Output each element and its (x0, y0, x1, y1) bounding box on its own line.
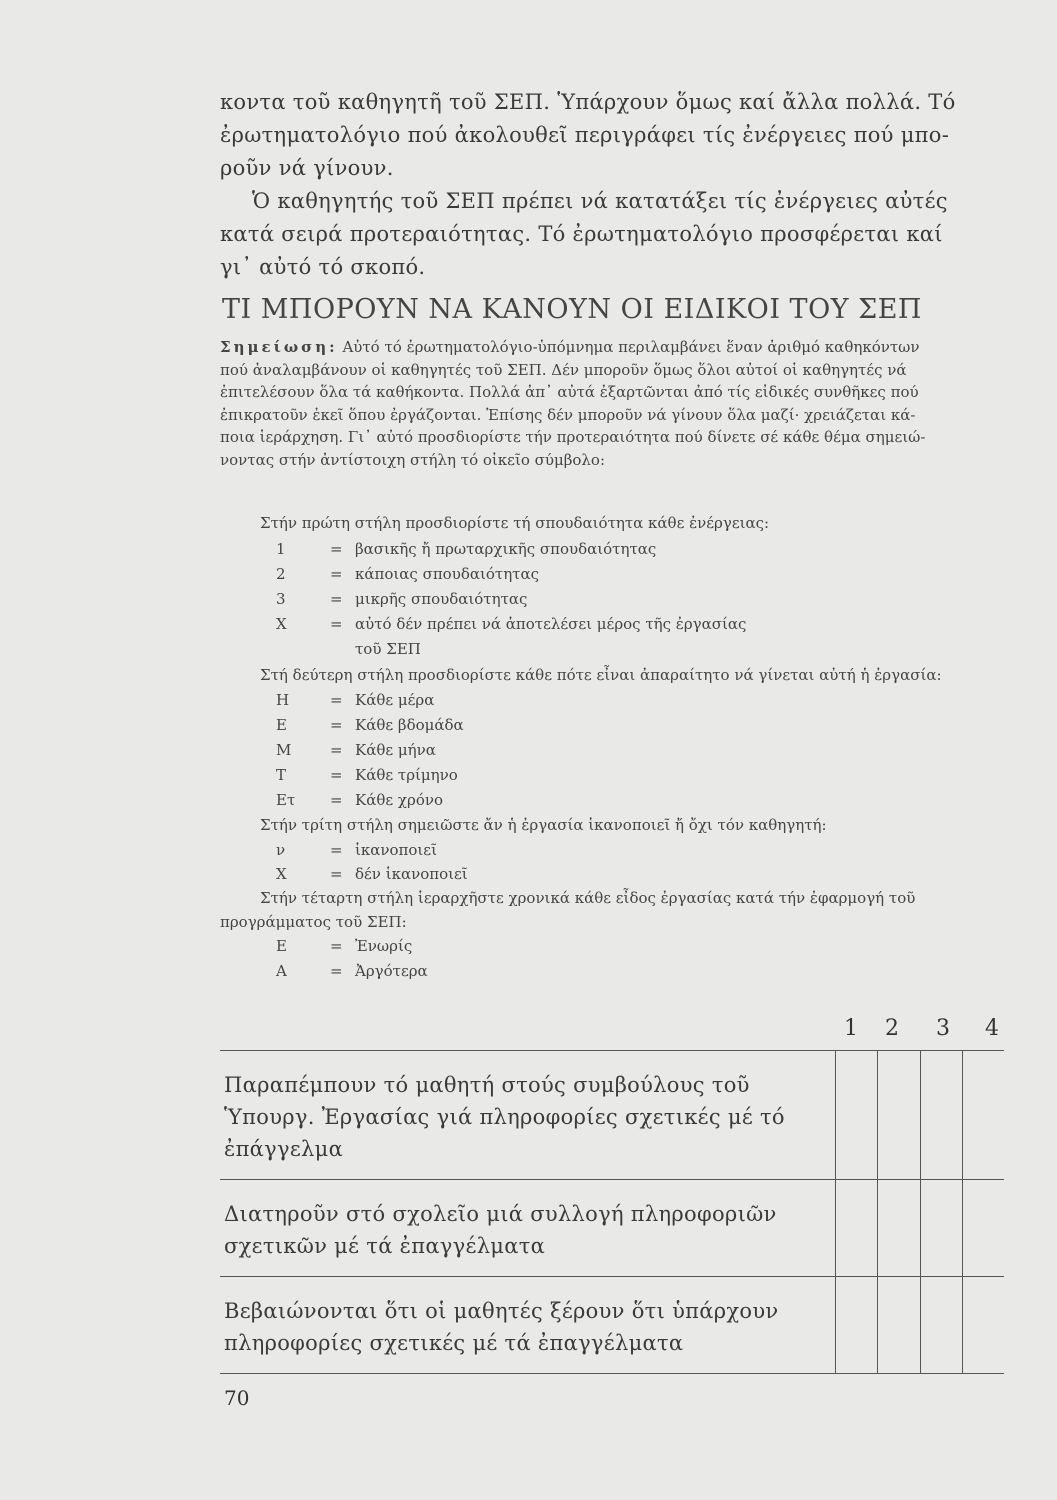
legend-eq: = (330, 590, 343, 608)
legend-eq: = (330, 741, 343, 759)
answer-cell[interactable] (836, 1277, 878, 1374)
legend-continuation: τοῦ ΣΕΠ (355, 640, 421, 658)
note-label: Σημείωση: (220, 338, 338, 356)
question-text (220, 1051, 836, 1180)
legend-code: Μ (276, 741, 292, 759)
note-line: ἐπιτελέσουν ὅλα τά καθήκοντα. Πολλά ἀπ᾽ αὐτά ἐξαρτῶνται ἀπό τίς εἰδικές συνθῆκες πού (220, 383, 919, 401)
legend-desc: Ἀργότερα (355, 962, 428, 980)
legend-eq: = (330, 791, 343, 809)
note-line: πού ἀναλαμβάνουν οἱ καθηγητές τοῦ ΣΕΠ. Δέν μποροῦν ὅμως ὅλοι αὐτοί οἱ καθηγητές νά (220, 360, 907, 379)
legend-eq: = (330, 615, 343, 633)
legend-desc: ἱκανοποιεῖ (355, 841, 437, 859)
note-line: ἐπικρατοῦν ἐκεῖ ὅπου ἐργάζονται. Ἐπίσης δέν μποροῦν νά γίνουν ὅλα μαζί· χρειάζεται κά- (220, 405, 916, 424)
legend-desc: Κάθε τρίμηνο (355, 766, 458, 784)
legend-eq: = (330, 865, 343, 883)
question-line: Παραπέμπουν τό μαθητή στούς συμβούλους τοῦ (224, 1073, 750, 1097)
legend-desc: Κάθε βδομάδα (355, 716, 464, 734)
answer-cell[interactable] (836, 1051, 878, 1180)
table-row (220, 1051, 1004, 1180)
note-line: ποια ἱεράρχηση. Γι᾽ αὐτό προσδιορίστε τήν προτεραιότητα πού δίνετε σέ κάθε θέμα σημειώ- (220, 428, 926, 446)
legend-col2-intro: Στή δεύτερη στήλη προσδιορίστε κάθε πότε εἶναι ἀπαραίτητο νά γίνεται αὐτή ἡ ἐργασία: (260, 666, 942, 684)
answer-cell[interactable] (878, 1277, 920, 1374)
legend-desc: βασικῆς ἤ πρωταρχικῆς σπουδαιότητας (355, 540, 657, 558)
legend-code: Τ (276, 766, 287, 784)
intro-line: ἐρωτηματολόγιο πού ἀκολουθεῖ περιγράφει τίς ἐνέργειες πού μπο- (220, 123, 950, 147)
table-row (220, 1180, 1004, 1277)
legend-col4-intro-cont: προγράμματος τοῦ ΣΕΠ: (220, 913, 407, 931)
legend-desc: αὐτό δέν πρέπει νά ἀποτελέσει μέρος τῆς ἐργασίας (355, 615, 747, 633)
question-line: Ὑπουργ. Ἐργασίας γιά πληροφορίες σχετικές μέ τό (224, 1105, 785, 1129)
legend-desc: Ἐνωρίς (355, 937, 413, 955)
legend-desc: κάποιας σπουδαιότητας (355, 565, 540, 583)
legend-code: X (276, 865, 287, 883)
question-line: Διατηροῦν στό σχολεῖο μιά συλλογή πληροφοριῶν (224, 1202, 777, 1226)
table-row (220, 1277, 1004, 1374)
legend-code: ν (276, 841, 286, 859)
question-text (220, 1180, 836, 1277)
legend-eq: = (330, 540, 343, 558)
answer-cell[interactable] (962, 1277, 1004, 1374)
legend-eq: = (330, 716, 343, 734)
legend-desc: Κάθε μέρα (355, 691, 435, 709)
page-number: 70 (224, 1386, 250, 1410)
answer-cell[interactable] (878, 1051, 920, 1180)
column-number: 4 (985, 1016, 999, 1041)
intro-paragraph (220, 86, 1000, 284)
answer-cell[interactable] (920, 1180, 962, 1277)
legend-code: 2 (276, 565, 286, 583)
column-number: 3 (936, 1016, 950, 1041)
legend-code: Ετ (276, 791, 296, 809)
legend-code: Ε (276, 716, 287, 734)
note-paragraph (220, 336, 1010, 471)
answer-cell[interactable] (920, 1277, 962, 1374)
answer-cell[interactable] (836, 1180, 878, 1277)
legend-code: 1 (276, 540, 286, 558)
question-line: πληροφορίες σχετικές μέ τά ἐπαγγέλματα (224, 1331, 684, 1355)
legend-eq: = (330, 841, 343, 859)
note-line: νοντας στήν ἀντίστοιχη στήλη τό οἰκεῖο σύμβολο: (220, 450, 606, 469)
note-text: Αὐτό τό ἐρωτηματολόγιο-ὑπόμνημα περιλαμβάνει ἕναν ἀριθμό καθηκόντων (342, 338, 920, 356)
legend-code: 3 (276, 590, 286, 608)
answer-cell[interactable] (962, 1051, 1004, 1180)
legend-code: X (276, 615, 287, 633)
legend-desc: Κάθε χρόνο (355, 791, 443, 809)
legend-desc: μικρῆς σπουδαιότητας (355, 590, 528, 608)
answer-cell[interactable] (878, 1180, 920, 1277)
legend-desc: Κάθε μήνα (355, 741, 436, 759)
legend-eq: = (330, 565, 343, 583)
legend-col1-intro: Στήν πρώτη στήλη προσδιορίστε τή σπουδαιότητα κάθε ἐνέργειας: (260, 514, 770, 532)
legend-code: Ε (276, 937, 287, 955)
question-line: σχετικῶν μέ τά ἐπαγγέλματα (224, 1234, 546, 1258)
intro-line: ροῦν νά γίνουν. (220, 156, 394, 180)
legend-code: Α (276, 962, 287, 980)
question-text (220, 1277, 836, 1374)
questionnaire-table (220, 1050, 1004, 1374)
legend-col3-intro: Στήν τρίτη στήλη σημειῶστε ἄν ἡ ἐργασία ἱκανοποιεῖ ἤ ὄχι τόν καθηγητή: (260, 816, 827, 834)
answer-cell[interactable] (920, 1051, 962, 1180)
intro-line: κατά σειρά προτεραιότητας. Τό ἐρωτηματολόγιο προσφέρεται καί (220, 222, 943, 246)
legend-eq: = (330, 691, 343, 709)
intro-line: Ὁ καθηγητής τοῦ ΣΕΠ πρέπει νά κατατάξει τίς ἐνέργειες αὐτές (252, 189, 948, 213)
legend-eq: = (330, 766, 343, 784)
column-number: 2 (885, 1016, 899, 1041)
legend-eq: = (330, 962, 343, 980)
answer-cell[interactable] (962, 1180, 1004, 1277)
question-line: ἐπάγγελμα (224, 1137, 344, 1161)
section-heading: ΤΙ ΜΠΟΡΟΥΝ ΝΑ ΚΑΝΟΥΝ ΟΙ ΕΙΔΙΚΟΙ ΤΟΥ ΣΕΠ (222, 294, 922, 325)
intro-line: κοντα τοῦ καθηγητῆ τοῦ ΣΕΠ. Ὑπάρχουν ὅμως καί ἄλλα πολλά. Τό (220, 90, 956, 114)
legend-col4-intro: Στήν τέταρτη στήλη ἱεραρχῆστε χρονικά κάθε εἶδος ἐργασίας κατά τήν ἐφαρμογή τοῦ (260, 889, 916, 907)
column-number: 1 (844, 1016, 858, 1041)
intro-line: γι᾽ αὐτό τό σκοπό. (220, 255, 426, 279)
legend-eq: = (330, 937, 343, 955)
legend-code: Η (276, 691, 290, 709)
legend-desc: δέν ἱκανοποιεῖ (355, 865, 468, 883)
question-line: Βεβαιώνονται ὅτι οἱ μαθητές ξέρουν ὅτι ὑπάρχουν (224, 1299, 779, 1323)
